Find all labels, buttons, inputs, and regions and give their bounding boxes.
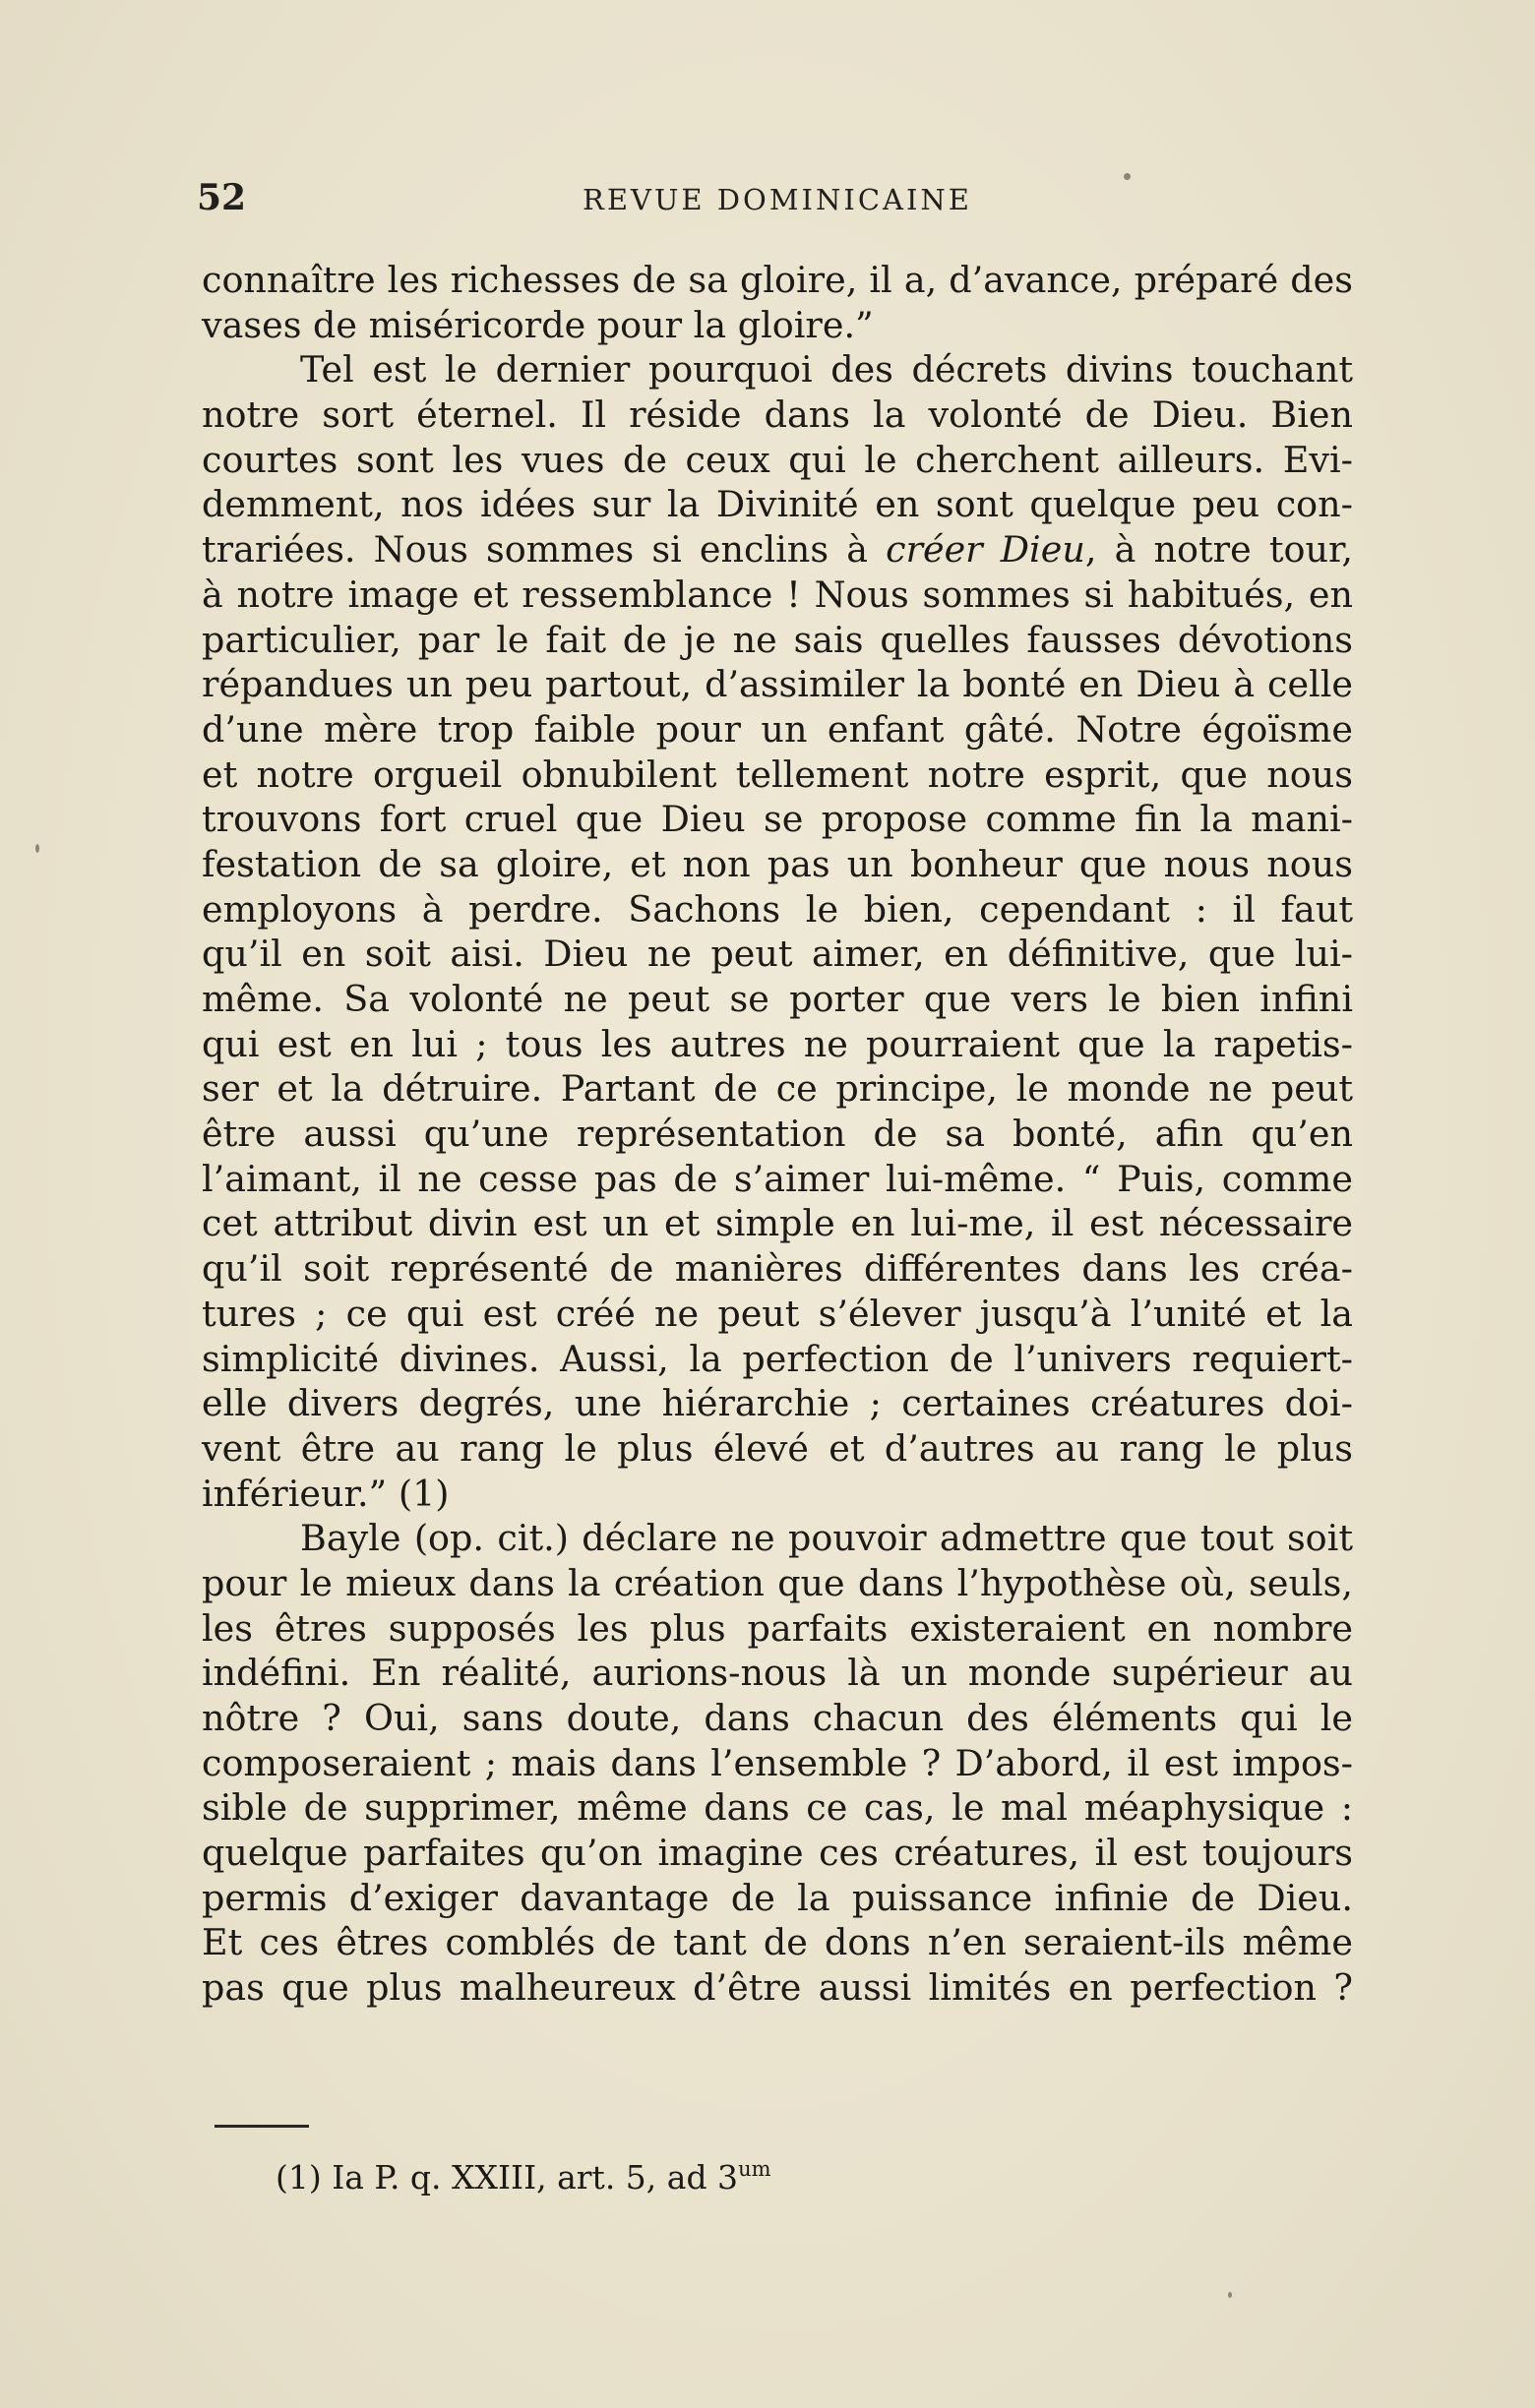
footnote (276, 2149, 771, 2197)
body-text (202, 258, 1353, 2011)
text-line: quelque parfaites qu’on imagine ces créatures, il est toujours (202, 1832, 1353, 1875)
text-line: Et ces êtres comblés de tant de dons n’en seraient-ils même (202, 1921, 1353, 1964)
text-line: inférieur.” (1) (202, 1472, 450, 1515)
footnote-text: (1) Ia P. q. XXIII, art. 5, ad 3 (276, 2158, 739, 2197)
page-number: 52 (197, 177, 247, 218)
text-line: connaître les richesses de sa gloire, il a, d’avance, préparé des (202, 259, 1353, 301)
text-line: simplicité divines. Aussi, la perfection de l’univers requiert- (202, 1337, 1353, 1380)
text-line: notre sort éternel. Il réside dans la volonté de Dieu. Bien (202, 393, 1353, 437)
text-line: composeraient ; mais dans l’ensemble ? D’abord, il est impos- (202, 1741, 1353, 1784)
text-line: sible de supprimer, même dans ce cas, le mal méaphysique : (202, 1786, 1353, 1830)
footnote-superscript: um (738, 2157, 771, 2181)
text-line: nôtre ? Oui, sans doute, dans chacun des éléments qui le (202, 1697, 1353, 1739)
text-line: pas que plus malheureux d’être aussi limités en perfection ? (202, 1966, 1353, 2010)
text-line: cet attribut divin est un et simple en lui-me, il est nécessaire (202, 1202, 1353, 1245)
text-line: qu’il soit représenté de manières différentes dans les créa- (202, 1247, 1353, 1291)
text-line: répandues un peu partout, d’assimiler la bonté en Dieu à celle (202, 663, 1353, 706)
text-line: vent être au rang le plus élevé et d’autres au rang le plus (202, 1426, 1353, 1470)
paper-speck (1228, 2292, 1232, 2298)
text-line: qui est en lui ; tous les autres ne pourraient que la rapetis- (202, 1022, 1353, 1065)
text-line: qu’il en soit aisi. Dieu ne peut aimer, en définitive, que lui- (202, 933, 1353, 976)
text-line: courtes sont les vues de ceux qui le cherchent ailleurs. Evi- (202, 438, 1353, 481)
text-line: être aussi qu’une représentation de sa bonté, afin qu’en (202, 1113, 1353, 1156)
text-line: trouvons fort cruel que Dieu se propose comme fin la mani- (202, 798, 1353, 841)
paper-speck (35, 844, 39, 853)
text-line: trariées. Nous sommes si enclins à créer Dieu, à notre tour, (202, 528, 1354, 572)
paper-speck (1124, 173, 1131, 180)
paragraph-start-line: Tel est le dernier pourquoi des décrets divins touchant (300, 348, 1353, 391)
text-line: particulier, par le fait de je ne sais quelles fausses dévotions (202, 618, 1353, 661)
text-line: permis d’exiger davantage de la puissance infinie de Dieu. (202, 1876, 1353, 1919)
text-line: demment, nos idées sur la Divinité en sont quelque peu con- (202, 483, 1353, 526)
running-head: REVUE DOMINICAINE (583, 183, 972, 216)
text-line: pour le mieux dans la création que dans l’hypothèse où, seuls, (202, 1561, 1353, 1604)
text-line: même. Sa volonté ne peut se porter que vers le bien infini (202, 978, 1353, 1020)
text-line: indéfini. En réalité, aurions-nous là un monde supérieur au (202, 1652, 1353, 1695)
footnote-rule (215, 2125, 309, 2128)
text-line: ser et la détruire. Partant de ce principe, le monde ne peut (202, 1067, 1353, 1111)
text-line: les êtres supposés les plus parfaits existeraient en nombre (202, 1606, 1353, 1650)
paragraph-start-line: Bayle (op. cit.) déclare ne pouvoir admettre que tout soit (300, 1517, 1353, 1560)
text-line: elle divers degrés, une hiérarchie ; certaines créatures doi- (202, 1382, 1353, 1425)
text-line: vases de miséricorde pour la gloire.” (202, 303, 874, 346)
text-line: d’une mère trop faible pour un enfant gâté. Notre égoïsme (202, 707, 1353, 751)
text-line: l’aimant, il ne cesse pas de s’aimer lui-même. “ Puis, comme (202, 1157, 1353, 1200)
page-header (197, 177, 1358, 236)
text-line: employons à perdre. Sachons le bien, cependant : il faut (202, 887, 1353, 931)
text-line: festation de sa gloire, et non pas un bonheur que nous nous (202, 842, 1353, 885)
text-line: et notre orgueil obnubilent tellement notre esprit, que nous (202, 752, 1353, 796)
text-line: tures ; ce qui est créé ne peut s’élever jusqu’à l’unité et la (202, 1292, 1353, 1335)
text-line: à notre image et ressemblance ! Nous sommes si habitués, en (202, 572, 1353, 616)
